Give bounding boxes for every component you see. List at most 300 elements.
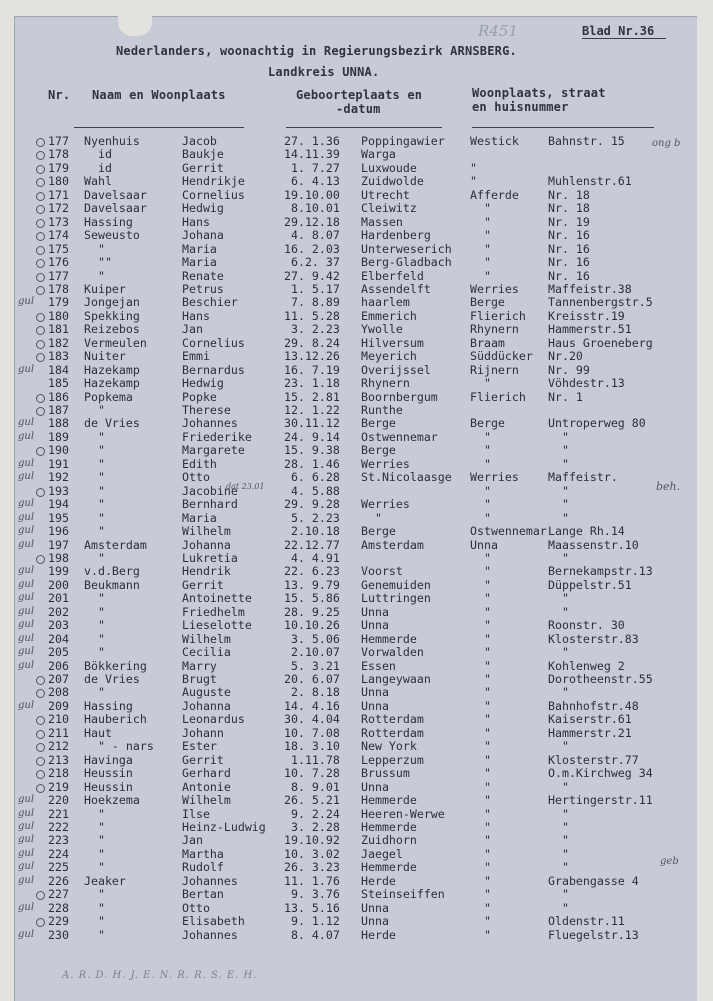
cell-nr: 186: [48, 389, 69, 404]
cell-birthdate: 29.12.18: [284, 214, 340, 229]
table-row: [0, 564, 713, 577]
cell-birthdate: 16. 2.03: [284, 241, 340, 256]
cell-birthdate: 13. 5.16: [284, 900, 340, 915]
cell-firstname: Johana: [182, 228, 224, 243]
cell-birthplace: St.Nicolaasge: [361, 470, 452, 485]
table-row: [0, 807, 713, 820]
pencil-circle-mark: [36, 891, 45, 900]
cell-town: ": [470, 766, 491, 781]
cell-surname: ": [84, 618, 105, 633]
pencil-margin-mark: gul: [18, 861, 35, 873]
cell-street: Oldenstr.11: [548, 914, 625, 929]
cell-firstname: Martha: [182, 846, 224, 861]
cell-street: Nr. 16: [548, 228, 590, 243]
cell-town: ": [470, 712, 491, 727]
table-row: [0, 605, 713, 618]
pencil-circle-mark: [36, 273, 45, 282]
cell-nr: 179: [48, 295, 69, 310]
pencil-margin-mark: gul: [18, 457, 35, 469]
cell-birthplace: Unna: [361, 618, 389, 633]
pencil-ref: R451: [478, 22, 518, 40]
cell-surname: ": [84, 497, 105, 512]
cell-street: Hammerstr.21: [548, 725, 632, 740]
pencil-circle-mark: [36, 219, 45, 228]
cell-nr: 218: [48, 766, 69, 781]
cell-nr: 221: [48, 806, 69, 821]
cell-firstname: Jan: [182, 322, 203, 337]
cell-birthplace: Elberfeld: [361, 268, 424, 283]
cell-nr: 176: [48, 255, 69, 270]
cell-nr: 177: [48, 134, 69, 148]
pencil-margin-mark: gul: [18, 847, 35, 859]
cell-town: Werries: [470, 470, 519, 485]
table-row: [0, 215, 713, 228]
pencil-circle-mark: [36, 326, 45, 335]
cell-surname: ": [84, 631, 105, 646]
cell-street: ": [548, 900, 569, 915]
cell-birthdate: 16. 7.19: [284, 362, 340, 377]
pencil-margin-mark: gul: [18, 592, 35, 604]
header-rule-address: [472, 127, 654, 128]
table-row: [0, 309, 713, 322]
cell-birthplace: Hardenberg: [361, 228, 431, 243]
pencil-circle-mark: [36, 918, 45, 927]
cell-birthdate: 3. 5.06: [284, 631, 340, 646]
cell-town: ": [470, 645, 491, 660]
cell-town: ": [470, 739, 491, 754]
cell-birthdate: 6. 4.13: [284, 174, 340, 189]
table-row: [0, 820, 713, 833]
cell-surname: ": [84, 604, 105, 619]
cell-firstname: Otto: [182, 900, 210, 915]
pencil-circle-mark: [36, 151, 45, 160]
cell-birthplace: Lepperzum: [361, 752, 424, 767]
cell-nr: 230: [48, 927, 69, 942]
cell-surname: ": [84, 550, 105, 565]
cell-nr: 185: [48, 376, 69, 391]
cell-nr: 181: [48, 322, 69, 337]
cell-town: ": [470, 725, 491, 740]
cell-nr: 188: [48, 416, 69, 431]
pencil-margin-mark: gul: [18, 578, 35, 590]
cell-birthdate: 8. 9.01: [284, 779, 340, 794]
cell-street: ": [548, 819, 569, 834]
pencil-margin-mark: gul: [18, 874, 35, 886]
cell-birthdate: 4. 4.91: [284, 550, 340, 565]
cell-surname: v.d.Berg: [84, 564, 140, 579]
table-row: [0, 349, 713, 362]
cell-birthdate: 11. 1.76: [284, 873, 340, 888]
cell-nr: 199: [48, 564, 69, 579]
cell-surname: ": [84, 685, 105, 700]
cell-street: ": [548, 645, 569, 660]
cell-nr: 200: [48, 577, 69, 592]
cell-firstname: Wilhelm: [182, 631, 231, 646]
table-row: [0, 161, 713, 174]
cell-birthdate: 11. 5.28: [284, 308, 340, 323]
cell-firstname: Cornelius: [182, 187, 245, 202]
cell-nr: 189: [48, 429, 69, 444]
cell-surname: ": [84, 846, 105, 861]
col-header-birth-date: -datum: [336, 102, 381, 116]
col-header-address-2: en huisnummer: [472, 100, 569, 114]
cell-birthplace: Unna: [361, 604, 389, 619]
cell-nr: 225: [48, 860, 69, 875]
cell-surname: id: [84, 160, 112, 175]
cell-nr: 171: [48, 187, 69, 202]
cell-street: Nr. 16: [548, 241, 590, 256]
cell-surname: ": [84, 443, 105, 458]
cell-street: Klosterstr.83: [548, 631, 639, 646]
cell-birthplace: Hemmerde: [361, 860, 417, 875]
cell-town: ": [470, 819, 491, 834]
pencil-margin-mark: gul: [18, 807, 35, 819]
cell-birthplace: Runthe: [361, 403, 403, 417]
cell-town: ": [470, 456, 491, 471]
table-row: [0, 269, 713, 282]
cell-nr: 190: [48, 443, 69, 458]
cell-birthdate: 15. 5.86: [284, 591, 340, 606]
cell-birthdate: 19.10.92: [284, 833, 340, 848]
table-row: [0, 901, 713, 914]
cell-birthplace: Herde: [361, 873, 396, 888]
cell-firstname: Antonie: [182, 779, 231, 794]
cell-firstname: Wilhelm: [182, 524, 231, 539]
cell-birthplace: Assendelft: [361, 281, 431, 296]
cell-firstname: Hedwig: [182, 376, 224, 391]
cell-nr: 184: [48, 362, 69, 377]
cell-town: Rijnern: [470, 362, 519, 377]
pencil-circle-mark: [36, 394, 45, 403]
cell-birthdate: 9. 1.12: [284, 914, 340, 929]
cell-firstname: Johannes: [182, 416, 238, 431]
cell-nr: 196: [48, 524, 69, 539]
cell-town: ": [470, 779, 491, 794]
cell-birthplace: Voorst: [361, 564, 403, 579]
cell-birthdate: 30. 4.04: [284, 712, 340, 727]
cell-birthdate: 26. 3.23: [284, 860, 340, 875]
cell-surname: ": [84, 483, 105, 498]
cell-surname: Nuiter: [84, 349, 126, 364]
cell-nr: 209: [48, 698, 69, 713]
cell-town: ": [470, 887, 491, 902]
cell-nr: 175: [48, 241, 69, 256]
cell-surname: ": [84, 887, 105, 902]
col-header-birth: Geboorteplaats en: [296, 88, 423, 102]
cell-surname: ": [84, 456, 105, 471]
sheet-number-underline: [582, 38, 666, 39]
cell-birthplace: ": [361, 510, 382, 525]
cell-town: ": [470, 510, 491, 525]
cell-town: ": [470, 846, 491, 861]
cell-street: ": [548, 860, 569, 875]
cell-birthplace: Berg-Gladbach: [361, 255, 452, 270]
cell-surname: ": [84, 860, 105, 875]
cell-nr: 173: [48, 214, 69, 229]
table-row: [0, 511, 713, 524]
cell-street: ": [548, 833, 569, 848]
pencil-circle-mark: [36, 757, 45, 766]
pencil-margin-mark: gul: [18, 699, 35, 711]
cell-street: ": [548, 591, 569, 606]
cell-town: ": [470, 268, 491, 283]
cell-nr: 178: [48, 281, 69, 296]
table-row: [0, 712, 713, 725]
cell-firstname: Jacob: [182, 134, 217, 148]
cell-street: Nr. 18: [548, 201, 590, 216]
cell-surname: Hassing: [84, 698, 133, 713]
cell-firstname: Bertan: [182, 887, 224, 902]
cell-firstname: Popke: [182, 389, 217, 404]
cell-town: ": [470, 860, 491, 875]
cell-nr: 204: [48, 631, 69, 646]
cell-nr: 222: [48, 819, 69, 834]
pencil-margin-mark: gul: [18, 498, 35, 510]
cell-surname: ": [84, 268, 105, 283]
cell-surname: Kuiper: [84, 281, 126, 296]
cell-street: Kohlenweg 2: [548, 658, 625, 673]
cell-birthplace: Hemmerde: [361, 631, 417, 646]
cell-street: Roonstr. 30: [548, 618, 625, 633]
cell-birthdate: 5. 2.23: [284, 510, 340, 525]
cell-town: ": [470, 806, 491, 821]
cell-nr: 201: [48, 591, 69, 606]
cell-birthdate: 22.12.77: [284, 537, 340, 552]
cell-firstname: Elisabeth: [182, 914, 245, 929]
pencil-margin-mark: gul: [18, 834, 35, 846]
table-row: [0, 780, 713, 793]
cell-surname: de Vries: [84, 416, 140, 431]
pencil-circle-mark: [36, 555, 45, 564]
pencil-circle-mark: [36, 259, 45, 268]
cell-street: Nr. 99: [548, 362, 590, 377]
cell-birthplace: Rotterdam: [361, 712, 424, 727]
cell-firstname: Gerrit: [182, 577, 224, 592]
cell-birthplace: Unna: [361, 685, 389, 700]
doc-title: Nederlanders, woonachtig in Regierungsbezirk ARNSBERG.: [116, 44, 517, 58]
table-row: [0, 416, 713, 429]
cell-surname: Hazekamp: [84, 376, 140, 391]
pencil-margin-mark: gul: [18, 565, 35, 577]
table-row: [0, 390, 713, 403]
cell-street: Kaiserstr.61: [548, 712, 632, 727]
cell-town: ": [470, 873, 491, 888]
cell-firstname: Auguste: [182, 685, 231, 700]
cell-surname: ": [84, 403, 105, 417]
cell-birthdate: 29. 8.24: [284, 335, 340, 350]
cell-firstname: Heinz-Ludwig: [182, 819, 266, 834]
cell-birthplace: Unna: [361, 914, 389, 929]
cell-surname: ": [84, 524, 105, 539]
cell-nr: 224: [48, 846, 69, 861]
pencil-margin-mark: gul: [18, 659, 35, 671]
cell-street: ": [548, 456, 569, 471]
header-rule-birth: [286, 127, 442, 128]
cell-town: ": [470, 160, 477, 175]
table-row: [0, 618, 713, 631]
cell-nr: 180: [48, 308, 69, 323]
cell-birthplace: Hemmerde: [361, 793, 417, 808]
cell-nr: 197: [48, 537, 69, 552]
cell-surname: Bökkering: [84, 658, 147, 673]
cell-street: Muhlenstr.61: [548, 174, 632, 189]
doc-subtitle: Landkreis UNNA.: [268, 65, 380, 79]
cell-birthdate: 1. 5.17: [284, 281, 340, 296]
header-rule-name: [74, 127, 244, 128]
pencil-circle-mark: [36, 192, 45, 201]
cell-birthplace: Zuidhorn: [361, 833, 417, 848]
cell-street: ": [548, 846, 569, 861]
cell-nr: 187: [48, 403, 69, 417]
cell-street: ": [548, 887, 569, 902]
cell-surname: ": [84, 900, 105, 915]
cell-firstname: Maria: [182, 241, 217, 256]
table-row: [0, 632, 713, 645]
table-row: [0, 282, 713, 295]
cell-nr: 207: [48, 672, 69, 686]
cell-surname: ": [84, 429, 105, 444]
cell-nr: 212: [48, 739, 69, 754]
cell-surname: Amsterdam: [84, 537, 147, 552]
pencil-margin-mark: gul: [18, 471, 35, 483]
table-row: [0, 860, 713, 873]
cell-nr: 223: [48, 833, 69, 848]
pencil-circle-mark: [36, 716, 45, 725]
table-row: [0, 147, 713, 160]
cell-birthplace: Boornbergum: [361, 389, 438, 404]
cell-town: ": [470, 752, 491, 767]
cell-street: Bahnstr. 15: [548, 134, 625, 148]
cell-nr: 182: [48, 335, 69, 350]
cell-surname: ": [84, 591, 105, 606]
cell-birthdate: 10. 7.08: [284, 725, 340, 740]
cell-birthdate: 9. 2.24: [284, 806, 340, 821]
cell-birthdate: 18. 3.10: [284, 739, 340, 754]
cell-street: Nr. 16: [548, 255, 590, 270]
pencil-circle-mark: [36, 232, 45, 241]
cell-firstname: Baukje: [182, 147, 224, 162]
cell-birthdate: 8.10.01: [284, 201, 340, 216]
cell-firstname: Ilse: [182, 806, 210, 821]
cell-firstname: Hans: [182, 308, 210, 323]
cell-town: ": [470, 497, 491, 512]
cell-street: ": [548, 429, 569, 444]
cell-firstname: Hendrikje: [182, 174, 245, 189]
cell-town: Unna: [470, 537, 498, 552]
pencil-margin-mark: gul: [18, 820, 35, 832]
cell-town: Ostwennemar: [470, 524, 547, 539]
cell-nr: 193: [48, 483, 69, 498]
cell-firstname: Wilhelm: [182, 793, 231, 808]
cell-surname: Seweusto: [84, 228, 140, 243]
cell-firstname: Brugt: [182, 672, 217, 686]
cell-town: ": [470, 174, 477, 189]
cell-birthplace: Essen: [361, 658, 396, 673]
table-row: [0, 134, 713, 147]
cell-street: Nr. 16: [548, 268, 590, 283]
cell-surname: Beukmann: [84, 577, 140, 592]
cell-birthdate: 12. 1.22: [284, 403, 340, 417]
cell-town: ": [470, 698, 491, 713]
cell-town: ": [470, 550, 491, 565]
cell-surname: Heussin: [84, 766, 133, 781]
cell-birthdate: 29. 9.28: [284, 497, 340, 512]
cell-birthdate: 20. 6.07: [284, 672, 340, 686]
cell-town: ": [470, 833, 491, 848]
cell-nr: 183: [48, 349, 69, 364]
cell-birthplace: Heeren-Werwe: [361, 806, 445, 821]
cell-birthplace: Hilversum: [361, 335, 424, 350]
cell-birthplace: Luttringen: [361, 591, 431, 606]
cell-street: Maassenstr.10: [548, 537, 639, 552]
cell-surname: Hoekzema: [84, 793, 140, 808]
cell-birthdate: 22. 6.23: [284, 564, 340, 579]
cell-firstname: Bernhard: [182, 497, 238, 512]
cell-birthdate: 3. 2.23: [284, 322, 340, 337]
cell-surname: Havinga: [84, 752, 133, 767]
cell-birthplace: Unna: [361, 779, 389, 794]
cell-birthplace: Berge: [361, 443, 396, 458]
cell-street: Grabengasse 4: [548, 873, 639, 888]
cell-birthdate: 13. 9.79: [284, 577, 340, 592]
table-row: [0, 699, 713, 712]
cell-street: ": [548, 510, 569, 525]
table-row: [0, 363, 713, 376]
cell-surname: Heussin: [84, 779, 133, 794]
cell-surname: Hazekamp: [84, 362, 140, 377]
pencil-margin-mark: gul: [18, 538, 35, 550]
table-row: [0, 739, 713, 752]
cell-birthplace: haarlem: [361, 295, 410, 310]
cell-birthdate: 2.10.07: [284, 645, 340, 660]
cell-nr: 178: [48, 147, 69, 162]
table-row: [0, 551, 713, 564]
cell-firstname: Gerhard: [182, 766, 231, 781]
cell-nr: 194: [48, 497, 69, 512]
cell-nr: 191: [48, 456, 69, 471]
cell-town: Afferde: [470, 187, 519, 202]
pencil-circle-mark: [36, 676, 45, 685]
col-header-nr: Nr.: [48, 88, 71, 102]
cell-birthdate: 28. 9.25: [284, 604, 340, 619]
cell-firstname: Marry: [182, 658, 217, 673]
cell-street: Hertingerstr.11: [548, 793, 653, 808]
pencil-circle-mark: [36, 770, 45, 779]
cell-town: ": [470, 564, 491, 579]
pencil-circle-mark: [36, 165, 45, 174]
cell-firstname: Johanna: [182, 537, 231, 552]
cell-surname: Jeaker: [84, 873, 126, 888]
cell-town: ": [470, 201, 491, 216]
cell-surname: Nyenhuis: [84, 134, 140, 148]
cell-nr: 227: [48, 887, 69, 902]
cell-birthdate: 24. 9.14: [284, 429, 340, 444]
cell-town: ": [470, 376, 491, 391]
cell-street: ": [548, 604, 569, 619]
table-row: [0, 457, 713, 470]
table-row: [0, 336, 713, 349]
cell-surname: ": [84, 470, 105, 485]
margin-note-right-1: ong b: [652, 138, 681, 149]
cell-firstname: Ester: [182, 739, 217, 754]
pencil-margin-mark: gul: [18, 632, 35, 644]
cell-town: Berge: [470, 295, 505, 310]
cell-street: Klosterstr.77: [548, 752, 639, 767]
cell-birthplace: Unna: [361, 698, 389, 713]
cell-birthplace: Vorwalden: [361, 645, 424, 660]
cell-birthplace: Massen: [361, 214, 403, 229]
cell-birthplace: Luxwoude: [361, 160, 417, 175]
